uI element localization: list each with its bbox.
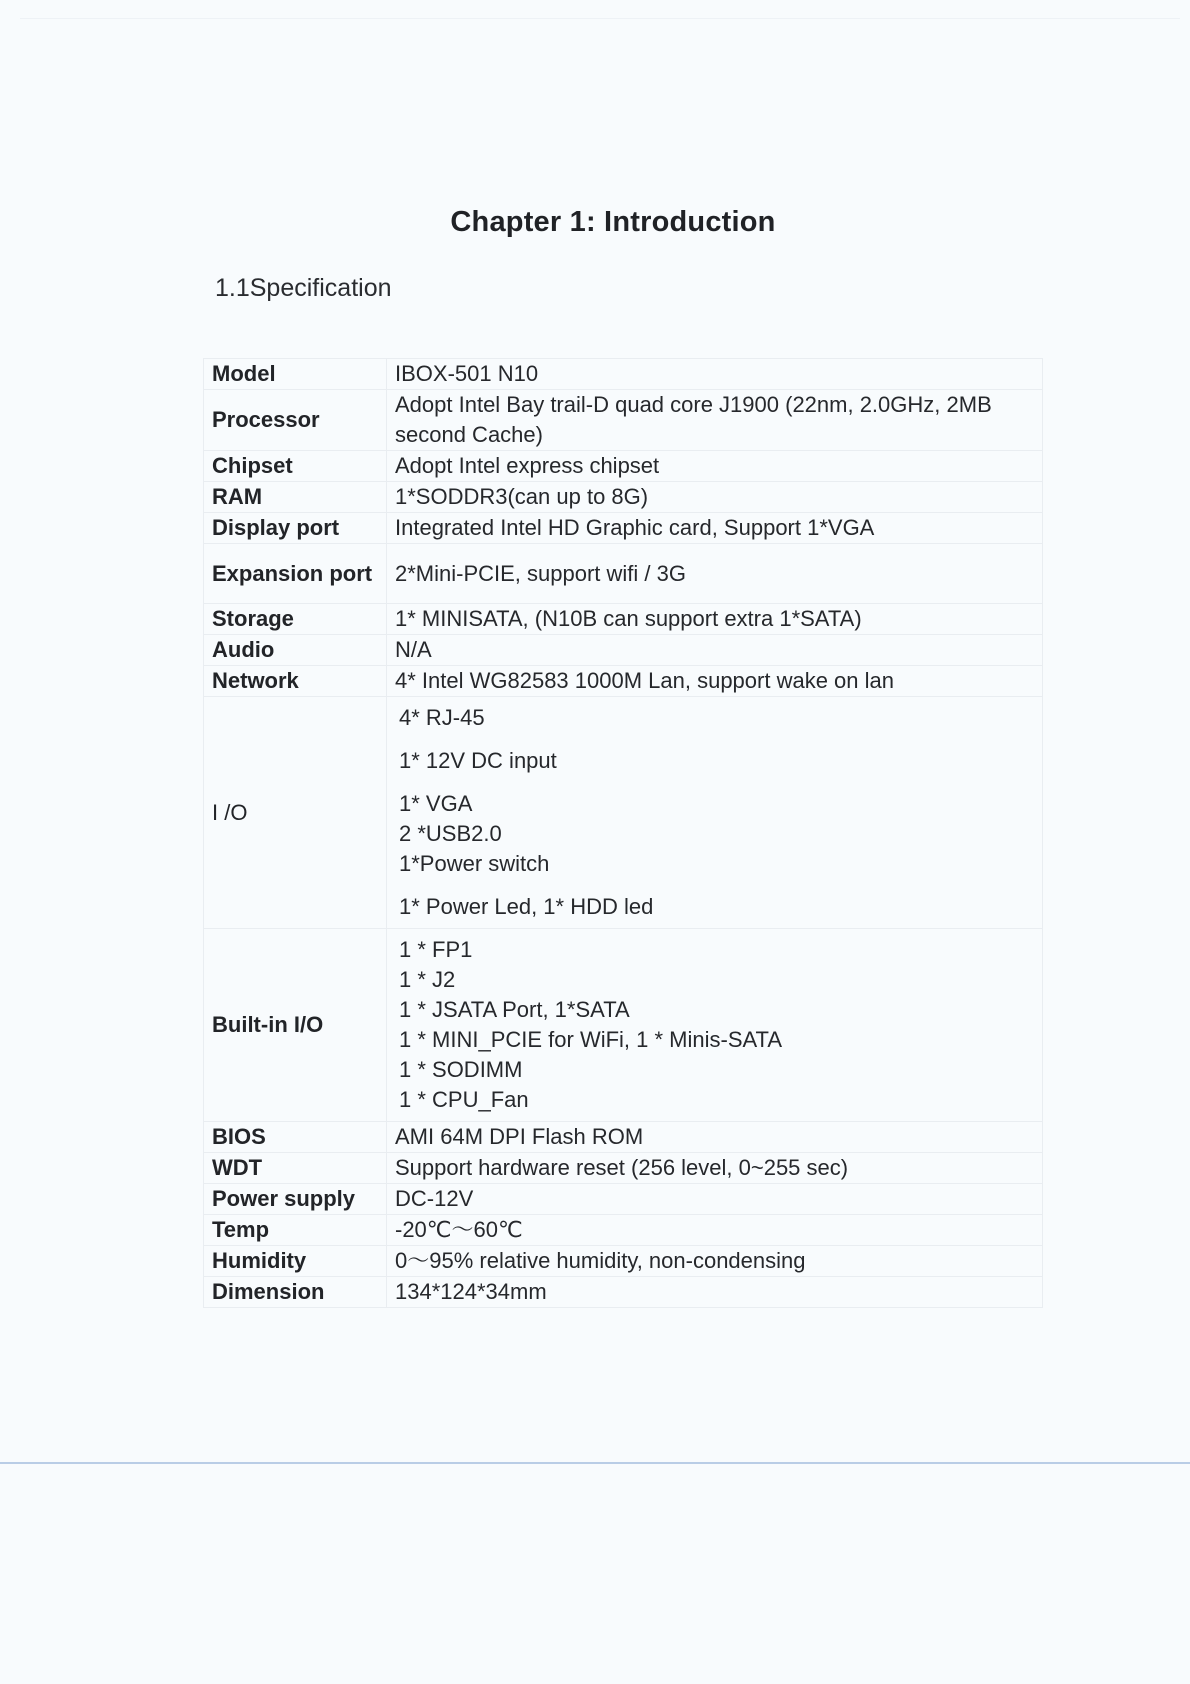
- builtin-io-list: [395, 929, 1034, 1121]
- list-item: 1 * J2: [399, 967, 456, 992]
- bottom-divider: [0, 1462, 1190, 1464]
- spec-label: Display port: [204, 513, 387, 544]
- spec-label: Temp: [204, 1215, 387, 1246]
- table-row: [204, 635, 1043, 666]
- spec-label: BIOS: [204, 1122, 387, 1153]
- table-row: [204, 1184, 1043, 1215]
- spec-label: Storage: [204, 604, 387, 635]
- table-row: [204, 451, 1043, 482]
- chapter-title: Chapter 1: Introduction: [450, 206, 776, 238]
- table-row: [204, 666, 1043, 697]
- spec-value: 0～95% relative humidity, non-condensing: [387, 1246, 1043, 1277]
- table-row: [204, 390, 1043, 451]
- spec-label: Power supply: [204, 1184, 387, 1215]
- table-row: [204, 1215, 1043, 1246]
- list-item: 1 * FP1: [399, 937, 473, 962]
- list-item: 2 *USB2.0: [399, 821, 502, 846]
- spec-value: AMI 64M DPI Flash ROM: [387, 1122, 1043, 1153]
- top-divider: [20, 18, 1180, 19]
- spec-value: 1* MINISATA, (N10B can support extra 1*SATA): [387, 604, 1043, 635]
- spec-value: 134*124*34mm: [387, 1277, 1043, 1308]
- list-item: 1* VGA: [399, 791, 473, 816]
- spec-label: Humidity: [204, 1246, 387, 1277]
- spec-label: Model: [204, 359, 387, 390]
- spec-value: 4* Intel WG82583 1000M Lan, support wake on lan: [387, 666, 1043, 697]
- spec-value: Support hardware reset (256 level, 0~255 sec): [387, 1153, 1043, 1184]
- table-row: [204, 544, 1043, 604]
- spec-label: Chipset: [204, 451, 387, 482]
- table-row: [204, 1277, 1043, 1308]
- table-row: [204, 604, 1043, 635]
- spec-label: Network: [204, 666, 387, 697]
- spec-label: WDT: [204, 1153, 387, 1184]
- list-item: 1 * JSATA Port, 1*SATA: [399, 997, 630, 1022]
- spec-value: -20℃～60℃: [387, 1215, 1043, 1246]
- spec-label: Dimension: [204, 1277, 387, 1308]
- spec-value: DC-12V: [387, 1184, 1043, 1215]
- spec-label: Built-in I/O: [204, 929, 387, 1122]
- list-item: 1* Power Led, 1* HDD led: [399, 894, 654, 919]
- spec-label: Audio: [204, 635, 387, 666]
- specification-table: [203, 358, 1043, 1308]
- spec-label: RAM: [204, 482, 387, 513]
- spec-value: IBOX-501 N10: [387, 359, 1043, 390]
- table-row: [204, 1246, 1043, 1277]
- spec-value: 1*SODDR3(can up to 8G): [387, 482, 1043, 513]
- spec-label: I /O: [204, 697, 387, 929]
- list-item: 4* RJ-45: [399, 705, 485, 730]
- table-row: [204, 359, 1043, 390]
- spec-value: 2*Mini-PCIE, support wifi / 3G: [387, 544, 1043, 604]
- spec-label: Processor: [204, 390, 387, 451]
- table-row: [204, 482, 1043, 513]
- io-list: [395, 697, 1034, 928]
- table-row: [204, 1122, 1043, 1153]
- spec-value-list: [387, 697, 1043, 929]
- spec-value: Adopt Intel express chipset: [387, 451, 1043, 482]
- table-row: [204, 697, 1043, 929]
- table-row: [204, 929, 1043, 1122]
- section-title: 1.1Specification: [215, 274, 392, 302]
- table-row: [204, 1153, 1043, 1184]
- spec-label: Expansion port: [204, 544, 387, 604]
- list-item: 1* 12V DC input: [399, 748, 557, 773]
- list-item: 1 * MINI_PCIE for WiFi, 1 * Minis-SATA: [399, 1027, 783, 1052]
- list-item: 1 * SODIMM: [399, 1057, 523, 1082]
- spec-value: N/A: [387, 635, 1043, 666]
- list-item: 1 * CPU_Fan: [399, 1087, 529, 1112]
- table-row: [204, 513, 1043, 544]
- spec-value: Integrated Intel HD Graphic card, Support 1*VGA: [387, 513, 1043, 544]
- list-item: 1*Power switch: [399, 851, 550, 876]
- spec-value-list: [387, 929, 1043, 1122]
- spec-value: Adopt Intel Bay trail-D quad core J1900 (22nm, 2.0GHz, 2MB second Cache): [387, 390, 1043, 451]
